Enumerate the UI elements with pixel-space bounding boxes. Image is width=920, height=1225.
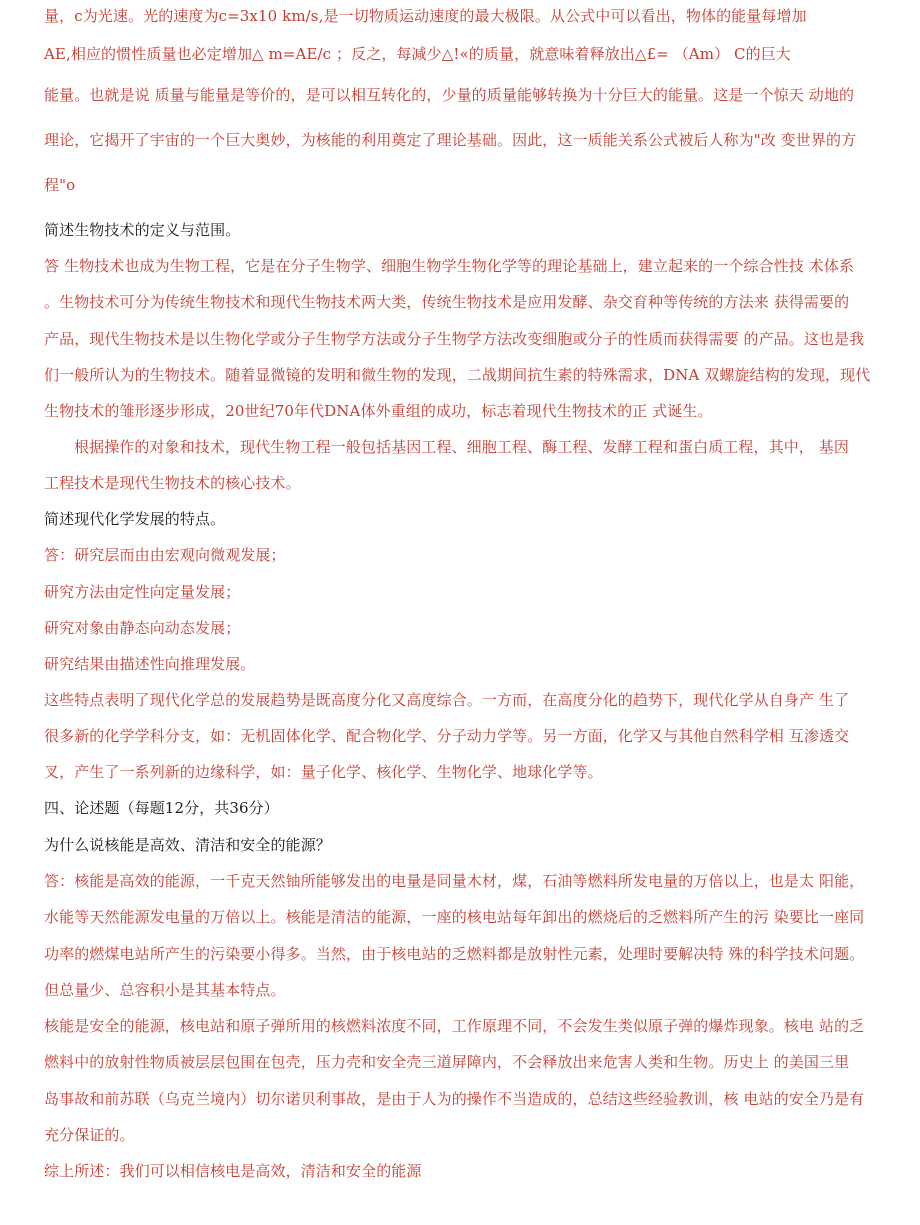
answer-nuclear-line-1: 答：核能是高效的能源，一千克天然铀所能够发出的电量是同量木材，煤，石油等燃料所发电量的万倍以上，也是太 阳能， [44,872,865,890]
answer-biotech-line-1: 答 生物技术也成为生物工程，它是在分子生物学、细胞生物学生物化学等的理论基础上，建立起来的一个综合性技 术体系 [44,257,855,275]
answer-nuclear-line-3: 功率的燃煤电站所产生的污染要小得多。当然，由于核电站的乏燃料都是放射性元素，处理时要解决特 殊的科学技术问题。 [44,945,865,963]
answer-chemistry-line-4: 研究结果由描述性向推理发展。 [44,655,256,673]
answer-nuclear-line-2: 水能等天然能源发电量的万倍以上。核能是清洁的能源，一座的核电站每年卸出的燃烧后的乏燃料所产生的污 染要比一座同 [44,908,865,926]
question-biotech: 简述生物技术的定义与范围。 [44,221,241,239]
section-heading-essay: 四、论述题（每题12分，共36分） [44,799,279,817]
answer-chemistry-line-3: 研究对象由静态向动态发展； [44,619,241,637]
answer-biotech-line-2: 。生物技术可分为传统生物技术和现代生物技术两大类，传统生物技术是应用发酵、杂交育种等传统的方法来 获得需要的 [44,293,850,311]
answer-nuclear-conclusion: 综上所述：我们可以相信核电是高效，清洁和安全的能源 [44,1162,422,1180]
question-chemistry: 简述现代化学发展的特点。 [44,510,226,528]
intro-line-1: 量，c为光速。光的速度为c=3x10 km/s,是一切物质运动速度的最大极限。从公式中可以看出，物体的能量每增加 [44,7,807,25]
answer-chemistry-line-1: 答：研究层而由由宏观向微观发展； [44,546,286,564]
answer-chemistry-line-7: 叉，产生了一系列新的边缘科学，如：量子化学、核化学、生物化学、地球化学等。 [44,763,603,781]
answer-biotech-para2-line-1: 根据操作的对象和技术，现代生物工程一般包括基因工程、细胞工程、酶工程、发酵工程和蛋白质工程，其中， 基因 [74,438,849,456]
intro-line-3: 能量。也就是说 质量与能量是等价的，是可以相互转化的，少量的质量能够转换为十分巨大的能量。这是一个惊天 动地的 [44,86,855,104]
answer-nuclear-line-7: 岛事故和前苏联（乌克兰境内）切尔诺贝利事故，是由于人为的操作不当造成的，总结这些经验教训，核 电站的安全乃是有 [44,1090,865,1108]
answer-nuclear-line-6: 燃料中的放射性物质被层层包围在包壳，压力壳和安全壳三道屏障内，不会释放出来危害人类和生物。历史上 的美国三里 [44,1053,850,1071]
answer-chemistry-line-2: 研究方法由定性向定量发展； [44,583,241,601]
answer-biotech-line-3: 产品，现代生物技术是以生物化学或分子生物学方法或分子生物学方法改变细胞或分子的性质而获得需要 的产品。这也是我 [44,330,865,348]
question-nuclear: 为什么说核能是高效、清洁和安全的能源？ [44,836,331,854]
answer-nuclear-line-8: 充分保证的。 [44,1126,135,1144]
answer-nuclear-line-5: 核能是安全的能源，核电站和原子弹所用的核燃料浓度不同，工作原理不同，不会发生类似原子弹的爆炸现象。核电 站的乏 [44,1017,865,1035]
intro-line-5: 程"o [44,176,76,194]
answer-biotech-para2-line-2: 工程技术是现代生物技术的核心技术。 [44,474,301,492]
answer-nuclear-line-4: 但总量少、总容积小是其基本特点。 [44,981,286,999]
intro-line-2: AE,相应的惯性质量也必定增加△ m=AE/c ；反之，每减少△!«的质量，就意味着释放出△£= （Am） C的巨大 [44,45,791,63]
answer-biotech-line-4: 们一般所认为的生物技术。随着显微镜的发明和微生物的发现，二战期间抗生素的特殊需求，DNA 双螺旋结构的发现，现代 [44,366,871,384]
answer-chemistry-line-6: 很多新的化学学科分支，如：无机固体化学、配合物化学、分子动力学等。另一方面，化学又与其他自然科学相 互渗透交 [44,727,850,745]
answer-biotech-line-5: 生物技术的雏形逐步形成，20世纪70年代DNA体外重组的成功，标志着现代生物技术的正 式诞生。 [44,402,713,420]
answer-chemistry-line-5: 这些特点表明了现代化学总的发展趋势是既高度分化又高度综合。一方而，在高度分化的趋势下，现代化学从自身产 生了 [44,691,850,709]
intro-line-4: 理论，它揭开了宇宙的一个巨大奥妙，为核能的利用奠定了理论基础。因此，这一质能关系公式被后人称为"改 变世界的方 [44,131,857,149]
